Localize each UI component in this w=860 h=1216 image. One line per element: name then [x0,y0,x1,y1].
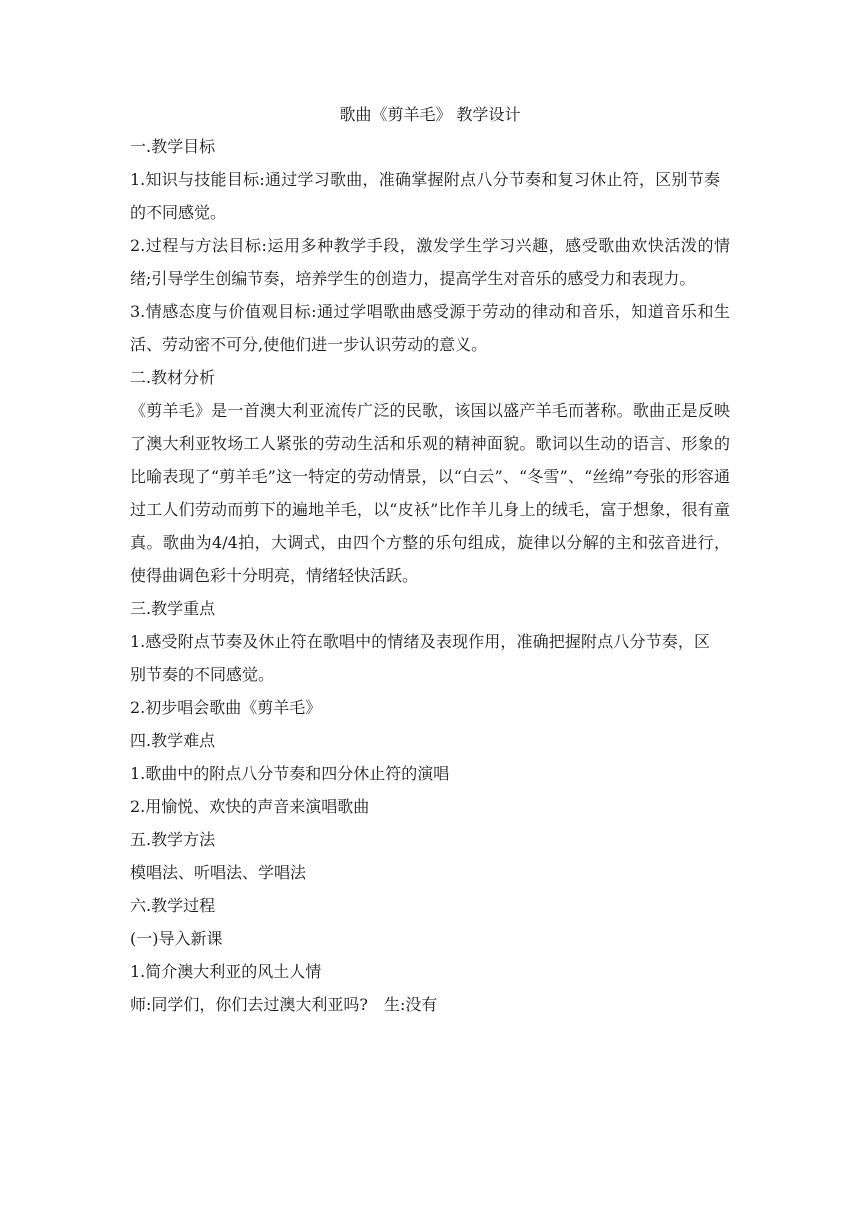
section-heading-process: 六.教学过程 [130,896,216,915]
methods-text: 模唱法、听唱法、学唱法 [130,863,307,882]
analysis-paragraph: 《剪羊毛》是一首澳大利亚流传广泛的民歌，该国以盛产羊毛而著称。歌曲正是反映了澳大利亚牧场工人紧张的劳动生活和乐观的精神面貌。歌词以生动的语言、形象的比喻表现了“剪羊毛”这一特定的劳动情景，以“白云”、“冬雪”、“丝绵”夸张的形容通过工人们劳动而剪下的遍地羊毛，以“皮袄”比作羊儿身上的绒毛，富于想象，很有童真。歌曲为4/4拍，大调式，由四个方整的乐句组成，旋律以分解的主和弦音进行，使得曲调色彩十分明亮，情绪轻快活跃。 [130,401,730,585]
section-heading-difficulties: 四.教学难点 [130,731,216,750]
key-point-item-2: 2.初步唱会歌曲《剪羊毛》 [130,698,322,717]
objective-item-1: 1.知识与技能目标:通过学习歌曲，准确掌握附点八分节奏和复习休止符，区别节奏的不同感觉。 [130,170,720,222]
section-heading-methods: 五.教学方法 [130,830,216,849]
process-dialogue: 师:同学们，你们去过澳大利亚吗? 生:没有 [130,995,438,1014]
document-page [130,100,730,1021]
objective-item-2: 2.过程与方法目标:运用多种教学手段，激发学生学习兴趣，感受歌曲欢快活泼的情绪;引导学生创编节奏，培养学生的创造力，提高学生对音乐的感受力和表现力。 [130,236,730,288]
difficulty-item-2: 2.用愉悦、欢快的声音来演唱歌曲 [130,797,370,816]
section-heading-objectives: 一.教学目标 [130,137,216,156]
process-item-1: 1.简介澳大利亚的风土人情 [130,962,322,981]
key-point-item-1: 1.感受附点节奏及休止符在歌唱中的情绪及表现作用，准确把握附点八分节奏，区别节奏的不同感觉。 [130,632,710,684]
difficulty-item-1: 1.歌曲中的附点八分节奏和四分休止符的演唱 [130,764,450,783]
objective-item-3: 3.情感态度与价值观目标:通过学唱歌曲感受源于劳动的律动和音乐，知道音乐和生活、劳动密不可分,使他们进一步认识劳动的意义。 [130,302,730,354]
document-title: 歌曲《剪羊毛》 教学设计 [339,105,521,124]
section-heading-analysis: 二.教材分析 [130,368,216,387]
process-subheading: (一)导入新课 [130,929,223,948]
section-heading-key-points: 三.教学重点 [130,599,216,618]
